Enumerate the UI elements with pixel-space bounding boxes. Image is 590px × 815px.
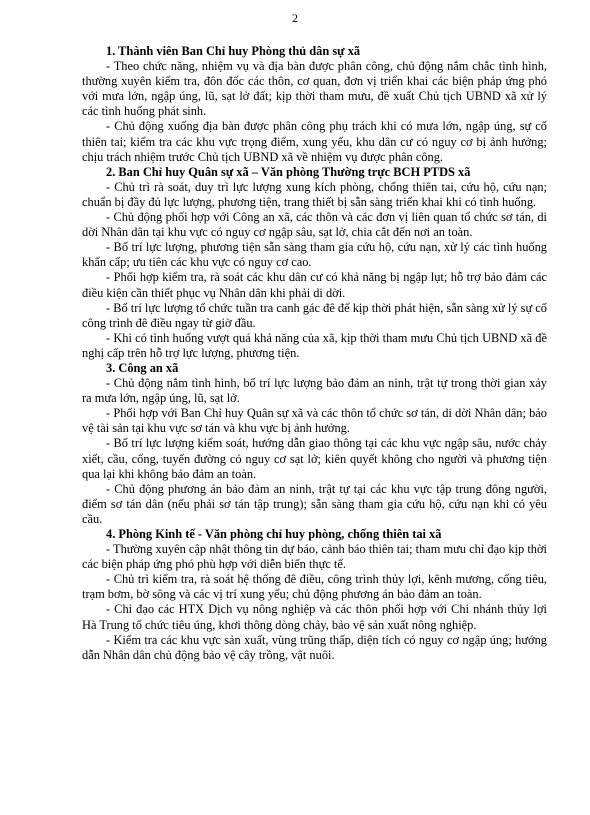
paragraph: - Chỉ đạo các HTX Dịch vụ nông nghiệp và các thôn phối hợp với Chi nhánh thủy lợi Hà Trung tổ chức tiêu úng, khơi thông dòng chảy, bảo vệ sản xuất nông nghiệp. [82, 602, 547, 632]
paragraph: - Kiểm tra các khu vực sản xuất, vùng trũng thấp, diện tích có nguy cơ ngập úng; hướng dẫn Nhân dân chủ động bảo vệ cây trồng, vật nuôi. [82, 632, 547, 662]
paragraph: - Khi có tình huống vượt quá khả năng của xã, kịp thời tham mưu Chủ tịch UBND xã đề nghị cấp trên hỗ trợ lực lượng, phương tiện. [82, 330, 547, 360]
paragraph: - Bố trí lực lượng, phương tiện sẵn sàng tham gia cứu hộ, cứu nạn, xử lý các tình huống khẩn cấp; ưu tiên các khu vực có nguy cơ cao. [82, 240, 547, 270]
paragraph: - Phối hợp kiểm tra, rà soát các khu dân cư có khả năng bị ngập lụt; hỗ trợ bảo đảm các điều kiện cần thiết phục vụ Nhân dân khi phải di dời. [82, 270, 547, 300]
section-military-command [82, 165, 547, 361]
document-body [82, 44, 547, 663]
paragraph: - Thường xuyên cập nhật thông tin dự báo, cảnh báo thiên tai; tham mưu chỉ đạo kịp thời các biện pháp ứng phó phù hợp với diễn biến thực tế. [82, 542, 547, 572]
paragraph: - Chủ trì rà soát, duy trì lực lượng xung kích phòng, chống thiên tai, cứu hộ, cứu nạn; chuẩn bị đầy đủ lực lượng, phương tiện, trang thiết bị sẵn sàng triển khai khi có tình huống. [82, 179, 547, 209]
section-economic-office [82, 527, 547, 663]
paragraph: - Chủ động phương án bảo đảm an ninh, trật tự tại các khu vực tập trung đông người, điểm sơ tán dân (nếu phải sơ tán tập trung); sẵn sàng tham gia cứu hộ, cứu nạn khi có yêu cầu. [82, 481, 547, 526]
paragraph: - Phối hợp với Ban Chỉ huy Quân sự xã và các thôn tổ chức sơ tán, di dời Nhân dân; bảo vệ tài sản tại khu vực sơ tán và khu vực bị ảnh hưởng. [82, 406, 547, 436]
paragraph: - Chủ động nắm tình hình, bố trí lực lượng bảo đảm an ninh, trật tự trong thời gian xảy ra mưa lớn, ngập úng, lũ, sạt lở. [82, 376, 547, 406]
section-police [82, 361, 547, 527]
section-heading: 4. Phòng Kinh tế - Văn phòng chỉ huy phòng, chống thiên tai xã [106, 527, 442, 541]
section-members [82, 44, 547, 165]
page-number: 2 [292, 11, 298, 25]
section-heading: 3. Công an xã [106, 360, 179, 375]
section-heading: 1. Thành viên Ban Chỉ huy Phòng thủ dân sự xã [106, 44, 361, 58]
paragraph: - Theo chức năng, nhiệm vụ và địa bàn được phân công, chủ động nắm chắc tình hình, thường xuyên kiểm tra, đôn đốc các thôn, cơ quan, đơn vị triển khai các biện pháp ứng phó với mưa lớn, ngập úng, lũ, sạt lở đất; kịp thời tham mưu, đề xuất Chủ tịch UBND xã xử lý các tình huống phát sinh. [82, 59, 547, 119]
paragraph: - Bố trí lực lượng tổ chức tuần tra canh gác đê để kịp thời phát hiện, sẵn sàng xử lý sự cố công trình đê điều ngay từ giờ đầu. [82, 300, 547, 330]
paragraph: - Chủ trì kiểm tra, rà soát hệ thống đê điều, công trình thủy lợi, kênh mương, cống tiêu, trạm bơm, bờ sông và các vị trí xung yếu; chủ động phương án bảo đảm an toàn. [82, 572, 547, 602]
paragraph: - Chủ động xuống địa bàn được phân công phụ trách khi có mưa lớn, ngập úng, sự cố thiên tai; kiểm tra các khu vực trọng điểm, xung yếu, khu dân cư có nguy cơ bị ảnh hưởng; chịu trách nhiệm trước Chủ tịch UBND xã về nhiệm vụ được phân công. [82, 119, 547, 164]
paragraph: - Bố trí lực lượng kiểm soát, hướng dẫn giao thông tại các khu vực ngập sâu, nước chảy xiết, cầu, cống, tuyến đường có nguy cơ sạt lở; kiên quyết không cho người và phương tiện qua lại khi không bảo đảm an toàn. [82, 436, 547, 481]
paragraph: - Chủ động phối hợp với Công an xã, các thôn và các đơn vị liên quan tổ chức sơ tán, di dời Nhân dân tại khu vực có nguy cơ ngập sâu, sạt lở, chia cắt đến nơi an toàn. [82, 210, 547, 240]
section-heading: 2. Ban Chỉ huy Quân sự xã – Văn phòng Thường trực BCH PTDS xã [106, 164, 471, 179]
